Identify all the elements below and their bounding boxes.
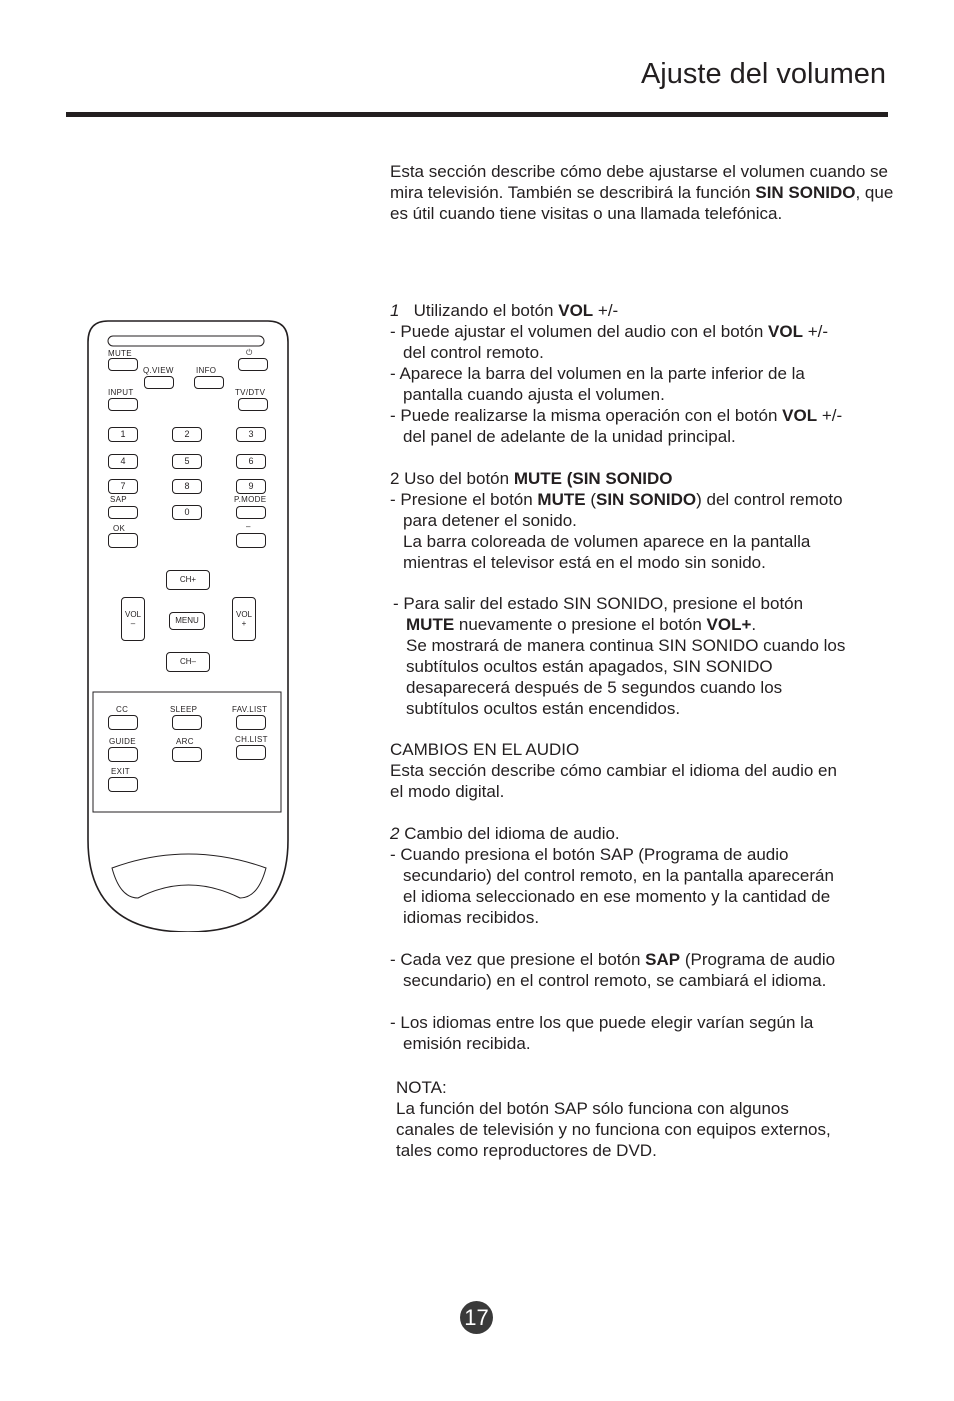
- section-vol-title: [390, 300, 910, 321]
- tvdtv-button[interactable]: [238, 398, 268, 411]
- mute-bold: MUTE: [537, 490, 586, 509]
- ok-key-label: OK: [113, 524, 126, 533]
- mute-button[interactable]: [108, 358, 138, 371]
- chlist-key-label: CH.LIST: [235, 735, 268, 744]
- bullet-continuation: subtítulos ocultos están encendidos.: [406, 699, 681, 718]
- sap-button[interactable]: [108, 506, 138, 519]
- vol-bold: VOL: [782, 406, 818, 425]
- section-audio: [390, 739, 910, 802]
- bullet-text: - Cada vez que presione el botón: [390, 950, 646, 969]
- digit-5-button[interactable]: 5: [172, 454, 202, 469]
- header-rule: [66, 112, 888, 117]
- note-text: canales de televisión y no funciona con equipos externos,: [396, 1120, 831, 1139]
- volume-up-button[interactable]: [232, 597, 256, 641]
- exit-key-label: EXIT: [111, 767, 130, 776]
- intro-bold: SIN SONIDO: [755, 183, 856, 202]
- mute-key-label: MUTE: [108, 349, 132, 358]
- dash-key-label: –: [246, 522, 251, 531]
- qview-button[interactable]: [144, 376, 174, 389]
- bullet-continuation: desaparecerá después de 5 segundos cuando los: [406, 678, 783, 697]
- note-label: NOTA:: [396, 1078, 447, 1097]
- bullet-text: nuevamente o presione el botón: [454, 615, 707, 634]
- bullet-continuation: Se mostrará de manera continua SIN SONIDO cuando los: [406, 636, 846, 655]
- page-title: Ajuste del volumen: [640, 58, 886, 90]
- vol-bold: VOL: [558, 301, 594, 320]
- digit-3-button[interactable]: 3: [236, 427, 266, 442]
- section-audio-sap: [390, 949, 910, 991]
- sap-bold: SAP: [645, 950, 681, 969]
- bullet: [390, 489, 910, 510]
- section-mute-title: [390, 468, 910, 489]
- dash-button[interactable]: [236, 533, 266, 548]
- audio-desc: Esta sección describe cómo cambiar el idioma del audio en: [390, 761, 837, 780]
- arc-key-label: ARC: [176, 737, 194, 746]
- section-audio-languages: [390, 1012, 910, 1054]
- mute-bold: MUTE: [406, 615, 455, 634]
- bullet-continuation: [393, 614, 913, 635]
- section-mute-exit: [393, 593, 913, 719]
- volume-down-button[interactable]: [121, 597, 145, 641]
- bullet-text-end: +/-: [802, 322, 829, 341]
- bullet: [390, 949, 910, 970]
- bullet-continuation: para detener el sonido.: [403, 511, 577, 530]
- section-vol-title-end: +/-: [593, 301, 619, 320]
- vol-plus-sign: +: [241, 619, 247, 628]
- cc-key-label: CC: [116, 705, 129, 714]
- section-number: 1: [390, 301, 400, 320]
- bullet-text-end: (Programa de audio: [680, 950, 836, 969]
- bullet-continuation: secundario) en el control remoto, se cambiará el idioma.: [403, 971, 827, 990]
- vol-minus-sign: –: [130, 619, 136, 628]
- vol-key-label: VOL: [235, 610, 252, 619]
- chlist-button[interactable]: [236, 745, 266, 760]
- note-block: [396, 1077, 916, 1161]
- bullet-text-end: +/-: [817, 406, 843, 425]
- arc-button[interactable]: [172, 747, 202, 762]
- digit-8-button[interactable]: 8: [172, 479, 202, 494]
- bullet-text: (: [585, 490, 596, 509]
- bullet-text: - Presione el botón: [390, 490, 538, 509]
- guide-key-label: GUIDE: [109, 737, 136, 746]
- bullet: - Cuando presiona el botón SAP (Programa de audio: [390, 845, 789, 864]
- remote-control-illustration: [86, 320, 290, 932]
- section-vol: [390, 300, 910, 447]
- section-mute-title-text: 2 Uso del botón: [390, 469, 514, 488]
- section-vol-title-text: Utilizando el botón: [413, 301, 559, 320]
- audio-desc: el modo digital.: [390, 782, 505, 801]
- audio-subtitle-text: Cambio del idioma de audio.: [399, 824, 620, 843]
- power-icon: ⏻: [246, 348, 253, 357]
- bullet-text-end: ) del control remoto: [696, 490, 843, 509]
- bullet-text: - Puede ajustar el volumen del audio con el botón: [390, 322, 769, 341]
- section-audio-language: [390, 823, 910, 928]
- guide-button[interactable]: [108, 747, 138, 762]
- exit-button[interactable]: [108, 777, 138, 792]
- bullet-text-end: .: [751, 615, 757, 634]
- menu-button[interactable]: MENU: [169, 612, 205, 630]
- favlist-key-label: FAV.LIST: [232, 705, 268, 714]
- bullet: [390, 321, 910, 342]
- info-button[interactable]: [194, 376, 224, 389]
- bullet-continuation: La barra coloreada de volumen aparece en la pantalla: [403, 532, 811, 551]
- digit-2-button[interactable]: 2: [172, 427, 202, 442]
- bullet-continuation: del panel de adelante de la unidad principal.: [403, 427, 736, 446]
- note-text: La función del botón SAP sólo funciona con algunos: [396, 1099, 789, 1118]
- bullet-continuation: emisión recibida.: [403, 1034, 531, 1053]
- vol-key-label: VOL: [124, 610, 141, 619]
- sleep-key-label: SLEEP: [170, 705, 198, 714]
- bullet: - Los idiomas entre los que puede elegir varían según la: [390, 1013, 814, 1032]
- volplus-bold: VOL+: [706, 615, 752, 634]
- bullet-continuation: secundario) del control remoto, en la pantalla aparecerán: [403, 866, 834, 885]
- intro-paragraph: [390, 161, 910, 224]
- pmode-button[interactable]: [236, 506, 266, 519]
- section-mute: [390, 468, 910, 573]
- tvdtv-key-label: TV/DTV: [235, 388, 266, 397]
- vol-bold: VOL: [768, 322, 803, 341]
- power-button[interactable]: [238, 358, 268, 371]
- bullet-text: - Puede realizarse la misma operación con el botón: [390, 406, 783, 425]
- digit-0-button[interactable]: 0: [172, 505, 202, 520]
- digit-9-button[interactable]: 9: [236, 479, 266, 494]
- cc-button[interactable]: [108, 715, 138, 730]
- bullet: - Para salir del estado SIN SONIDO, presione el botón: [393, 594, 804, 613]
- info-key-label: INFO: [196, 366, 217, 375]
- sleep-button[interactable]: [172, 715, 202, 730]
- input-button[interactable]: [108, 398, 138, 411]
- digit-4-button[interactable]: 4: [108, 454, 138, 469]
- sin-sonido-bold: SIN SONIDO: [595, 490, 697, 509]
- page-number: 17: [460, 1301, 493, 1334]
- input-key-label: INPUT: [108, 388, 134, 397]
- audio-heading: CAMBIOS EN EL AUDIO: [390, 740, 580, 759]
- channel-down-button[interactable]: CH–: [166, 652, 210, 672]
- mute-bold: MUTE (SIN SONIDO: [513, 469, 673, 488]
- audio-subtitle: [390, 823, 910, 844]
- section-number: 2: [390, 824, 400, 843]
- bullet-continuation: pantalla cuando ajusta el volumen.: [403, 385, 665, 404]
- bullet: - Aparece la barra del volumen en la parte inferior de la: [390, 364, 805, 383]
- pmode-key-label: P.MODE: [234, 495, 267, 504]
- qview-key-label: Q.VIEW: [143, 366, 174, 375]
- bullet-continuation: del control remoto.: [403, 343, 544, 362]
- sap-key-label: SAP: [110, 495, 127, 504]
- bullet-continuation: el idioma seleccionado en ese momento y la cantidad de: [403, 887, 831, 906]
- favlist-button[interactable]: [236, 715, 266, 730]
- digit-1-button[interactable]: 1: [108, 427, 138, 442]
- channel-up-button[interactable]: CH+: [166, 570, 210, 590]
- ok-button[interactable]: [108, 533, 138, 548]
- intro-text: Esta sección describe cómo debe ajustarse el volumen cuando se mira televisión. También se describirá la función: [390, 162, 889, 202]
- note-text: tales como reproductores de DVD.: [396, 1141, 657, 1160]
- digit-6-button[interactable]: 6: [236, 454, 266, 469]
- digit-7-button[interactable]: 7: [108, 479, 138, 494]
- bullet-continuation: idiomas recibidos.: [403, 908, 540, 927]
- bullet-continuation: mientras el televisor está en el modo sin sonido.: [403, 553, 766, 572]
- bullet: [390, 405, 910, 426]
- intro-text-end: , que es útil cuando tiene visitas o una llamada telefónica.: [390, 183, 894, 223]
- bullet-continuation: subtítulos ocultos están apagados, SIN SONIDO: [406, 657, 773, 676]
